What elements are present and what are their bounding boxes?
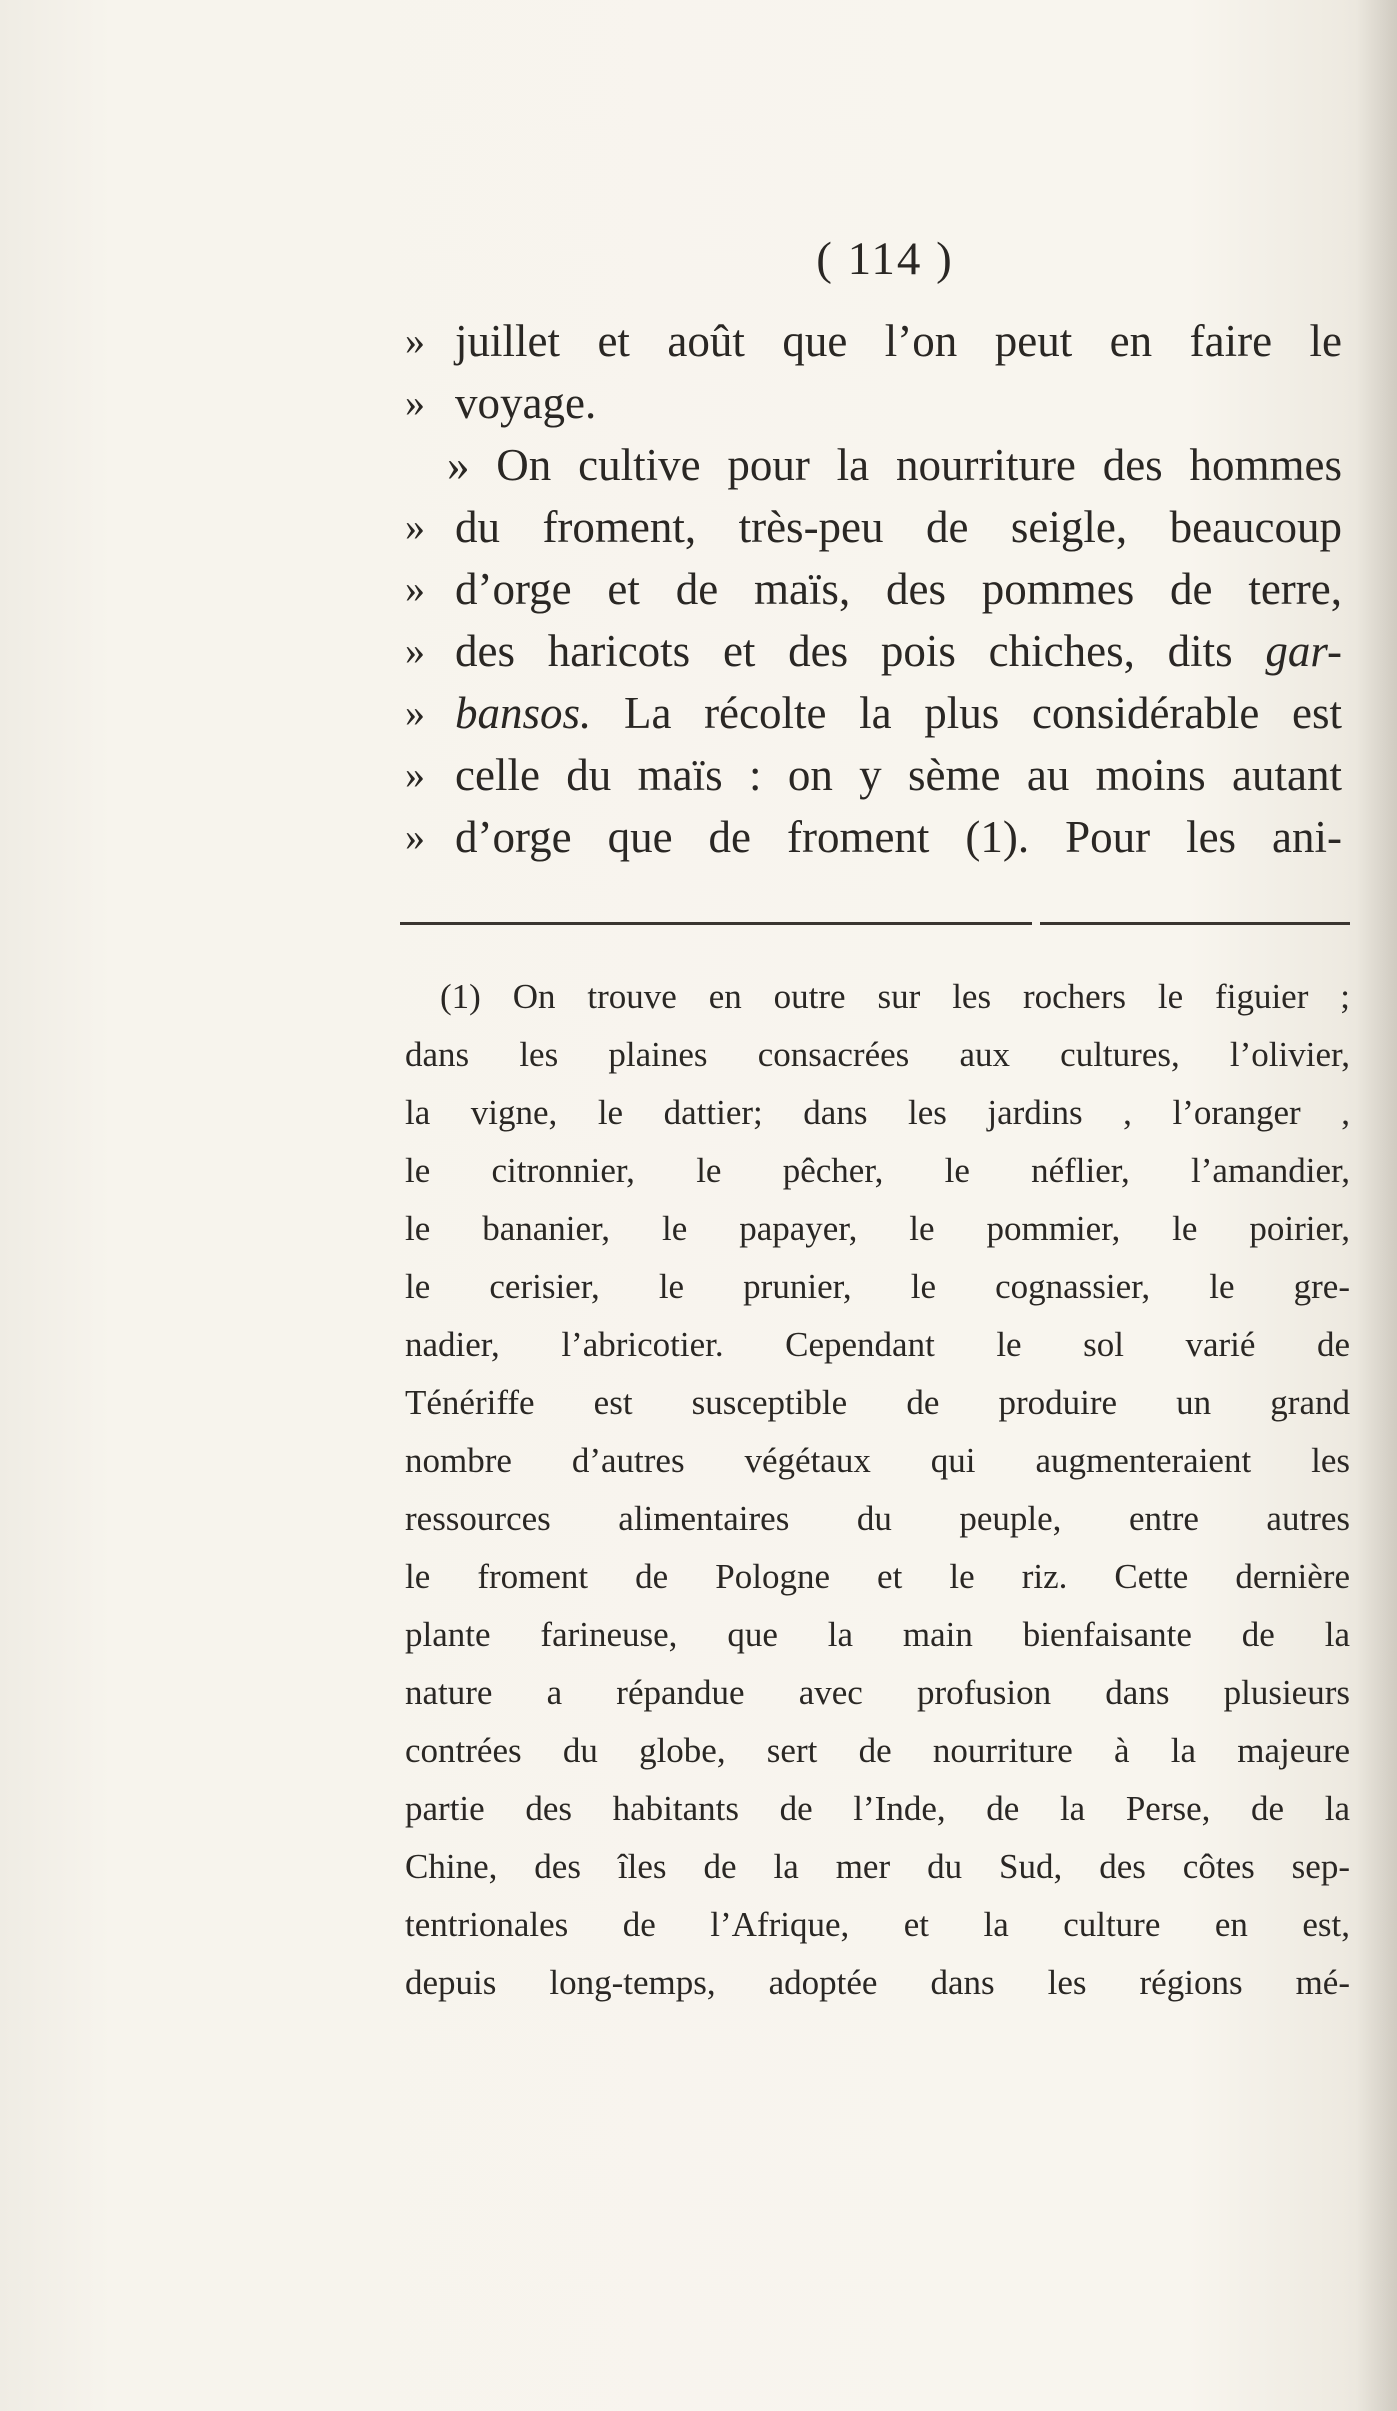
line-text: d’orge et de maïs, des pommes de terre, [455, 564, 1342, 614]
text-line [405, 806, 1350, 868]
line-text: celle du maïs : on y sème au moins autant [455, 750, 1342, 800]
footnote-line: dans les plaines consacrées aux cultures, l’olivier, [405, 1035, 1350, 1074]
line-text: juillet et août que l’on peut en faire le [455, 316, 1342, 366]
footnote-line: la vigne, le dattier; dans les jardins , l’oranger , [405, 1093, 1350, 1132]
quote-mark: » [405, 318, 425, 363]
quote-mark: » [405, 504, 425, 549]
line-text: d’orge que de froment (1). Pour les ani- [455, 812, 1342, 862]
separator-gap [1032, 918, 1040, 928]
text-line [405, 496, 1350, 558]
quote-mark: » [405, 814, 425, 859]
quote-mark: » [405, 752, 425, 797]
text-line [405, 682, 1350, 744]
line-text: voyage. [455, 378, 597, 428]
footnote-line: le citronnier, le pêcher, le néflier, l’amandier, [405, 1151, 1350, 1190]
footnote-line: nature a répandue avec profusion dans plusieurs [405, 1673, 1350, 1712]
footnote-line: partie des habitants de l’Inde, de la Perse, de la [405, 1789, 1350, 1828]
text-line [405, 620, 1350, 682]
line-text [455, 682, 1342, 744]
footnote-line: le froment de Pologne et le riz. Cette dernière [405, 1557, 1350, 1596]
text-line [405, 744, 1350, 806]
page-edge-shadow [1357, 0, 1397, 2411]
footnote-line: Ténériffe est susceptible de produire un grand [405, 1383, 1350, 1422]
footnote-line: plante farineuse, que la main bienfaisante de la [405, 1615, 1350, 1654]
quote-mark: » [405, 566, 425, 611]
page-number: ( 114 ) [816, 233, 954, 285]
italic-word: bansos. [455, 688, 592, 738]
text-line [405, 372, 1350, 434]
footnote-line: le bananier, le papayer, le pommier, le poirier, [405, 1209, 1350, 1248]
footnote-line: depuis long-temps, adoptée dans les régions mé- [405, 1963, 1350, 2002]
footnote-line: Chine, des îles de la mer du Sud, des côtes sep- [405, 1847, 1350, 1886]
line-text-roman: des haricots et des pois chiches, dits [455, 626, 1233, 676]
footnote-line: nadier, l’abricotier. Cependant le sol varié de [405, 1325, 1350, 1364]
footnote-line: tentrionales de l’Afrique, et la culture en est, [405, 1905, 1350, 1944]
line-text-roman: La récolte la plus considérable est [623, 688, 1343, 738]
quote-mark: » [405, 628, 425, 673]
footnote-line: nombre d’autres végétaux qui augmenteraient les [405, 1441, 1350, 1480]
italic-word: gar- [1265, 626, 1342, 676]
text-line [405, 310, 1350, 372]
quote-mark: » [405, 380, 425, 425]
quote-mark: » [405, 690, 425, 735]
footnote-line: ressources alimentaires du peuple, entre autres [405, 1499, 1350, 1538]
line-text: du froment, très-peu de seigle, beaucoup [455, 502, 1342, 552]
text-line [405, 434, 1350, 496]
line-text: » On cultive pour la nourriture des hommes [447, 440, 1342, 490]
footnote-separator [400, 922, 1350, 925]
text-line [405, 558, 1350, 620]
footnote-line: le cerisier, le prunier, le cognassier, le gre- [405, 1267, 1350, 1306]
footnote-line: (1) On trouve en outre sur les rochers le figuier ; [440, 977, 1350, 1016]
footnote-line: contrées du globe, sert de nourriture à la majeure [405, 1731, 1350, 1770]
line-text [455, 620, 1342, 682]
